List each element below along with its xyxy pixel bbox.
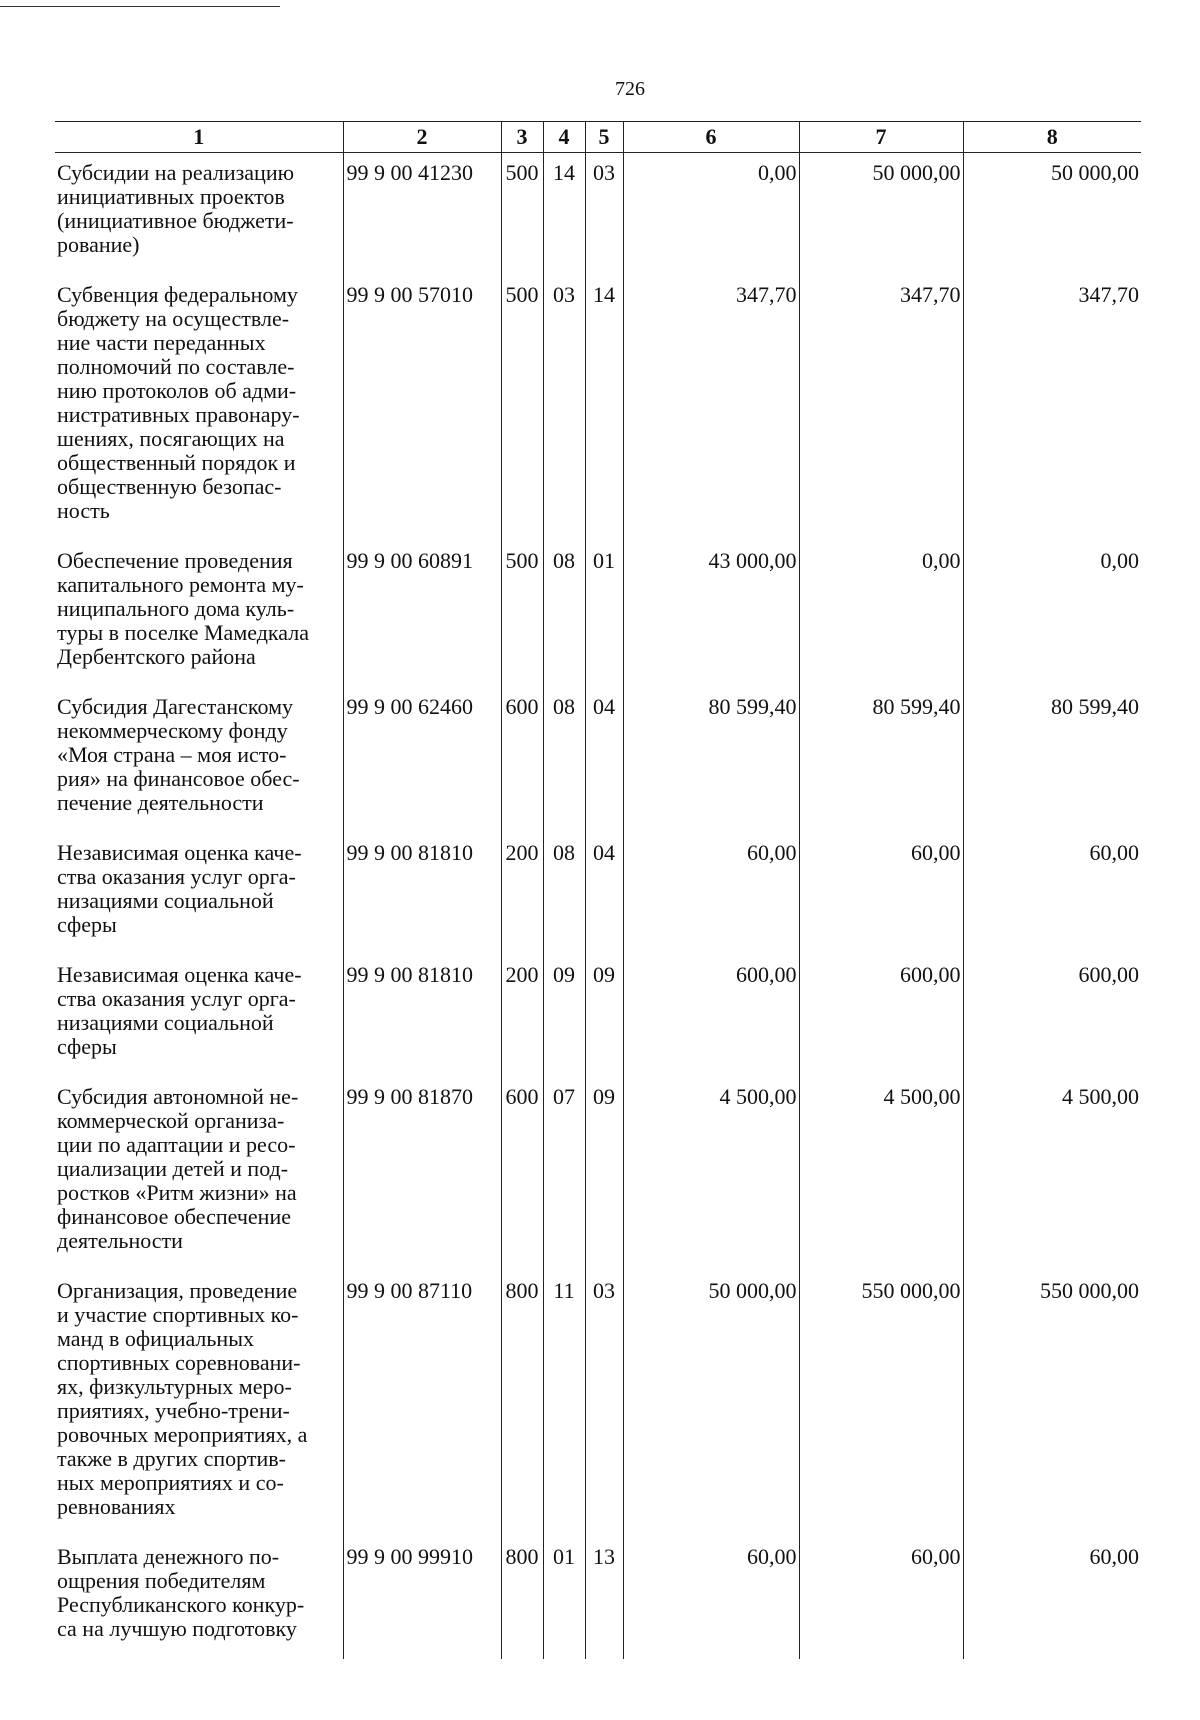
- row-code: 99 9 00 57010: [343, 275, 501, 541]
- row-amount-6: 0,00: [623, 153, 799, 276]
- table-row: [55, 955, 1141, 1077]
- row-col-5: 04: [585, 833, 623, 955]
- row-col-5: 01: [585, 541, 623, 687]
- description-line: рование): [57, 232, 140, 257]
- row-amount-6: 80 599,40: [623, 687, 799, 833]
- row-amount-8: 60,00: [963, 1537, 1141, 1659]
- header-col-1: 1: [55, 122, 343, 153]
- row-amount-7: 60,00: [799, 833, 963, 955]
- header-col-4: 4: [543, 122, 585, 153]
- row-description: [55, 833, 343, 955]
- row-amount-7: 550 000,00: [799, 1271, 963, 1537]
- table-row: [55, 153, 1141, 276]
- description-line: ных мероприятиях и со-: [57, 1470, 284, 1495]
- row-code: 99 9 00 41230: [343, 153, 501, 276]
- row-amount-7: 60,00: [799, 1537, 963, 1659]
- description-line: печение деятельности: [57, 790, 264, 815]
- header-col-5: 5: [585, 122, 623, 153]
- row-amount-7: 80 599,40: [799, 687, 963, 833]
- description-line: нию протоколов об адми-: [57, 378, 297, 403]
- table-header: [55, 122, 1141, 153]
- description-line: сферы: [57, 1034, 117, 1059]
- description-line: Независимая оценка каче-: [57, 962, 302, 987]
- row-col-4: 07: [543, 1077, 585, 1271]
- description-line: инициативных проектов: [57, 184, 285, 209]
- table-row: [55, 687, 1141, 833]
- description-line: са на лучшую подготовку: [57, 1616, 297, 1641]
- row-col-5: 13: [585, 1537, 623, 1659]
- row-col-5: 03: [585, 153, 623, 276]
- description-line: ровочных мероприятиях, а: [57, 1422, 308, 1447]
- table-row: [55, 541, 1141, 687]
- description-line: бюджету на осуществле-: [57, 306, 290, 331]
- row-code: 99 9 00 81870: [343, 1077, 501, 1271]
- row-col-3: 600: [501, 687, 543, 833]
- row-amount-6: 4 500,00: [623, 1077, 799, 1271]
- description-line: капитального ремонта му-: [57, 572, 304, 597]
- description-line: (инициативное бюджети-: [57, 208, 294, 233]
- row-amount-6: 347,70: [623, 275, 799, 541]
- row-amount-8: 50 000,00: [963, 153, 1141, 276]
- description-line: спортивных соревновани-: [57, 1350, 301, 1375]
- description-line: низациями социальной: [57, 888, 274, 913]
- row-code: 99 9 00 62460: [343, 687, 501, 833]
- row-col-4: 03: [543, 275, 585, 541]
- table-row: [55, 275, 1141, 541]
- row-amount-6: 60,00: [623, 833, 799, 955]
- row-amount-7: 50 000,00: [799, 153, 963, 276]
- row-col-4: 11: [543, 1271, 585, 1537]
- row-amount-8: 4 500,00: [963, 1077, 1141, 1271]
- description-line: низациями социальной: [57, 1010, 274, 1035]
- top-edge-rule: [0, 6, 280, 7]
- row-col-4: 01: [543, 1537, 585, 1659]
- budget-table-container: [55, 121, 1141, 1659]
- row-col-4: 08: [543, 541, 585, 687]
- description-line: также в других спортив-: [57, 1446, 286, 1471]
- description-line: Обеспечение проведения: [57, 548, 293, 573]
- table-row: [55, 1537, 1141, 1659]
- description-line: Выплата денежного по-: [57, 1544, 280, 1569]
- description-line: манд в официальных: [57, 1326, 254, 1351]
- row-col-3: 600: [501, 1077, 543, 1271]
- row-col-4: 08: [543, 833, 585, 955]
- description-line: ростков «Ритм жизни» на: [57, 1180, 297, 1205]
- description-line: ощрения победителям: [57, 1568, 266, 1593]
- row-col-3: 800: [501, 1537, 543, 1659]
- description-line: Субсидия автономной не-: [57, 1084, 299, 1109]
- description-line: Субвенция федеральному: [57, 282, 298, 307]
- description-line: Организация, проведение: [57, 1278, 298, 1303]
- row-col-3: 500: [501, 541, 543, 687]
- header-col-3: 3: [501, 122, 543, 153]
- row-col-5: 09: [585, 1077, 623, 1271]
- description-line: некоммерческому фонду: [57, 718, 288, 743]
- description-line: туры в поселке Мамедкала: [57, 620, 309, 645]
- description-line: циализации детей и под-: [57, 1156, 289, 1181]
- row-col-4: 08: [543, 687, 585, 833]
- row-amount-6: 60,00: [623, 1537, 799, 1659]
- description-line: ние части переданных: [57, 330, 266, 355]
- row-col-5: 14: [585, 275, 623, 541]
- description-line: Республиканского конкур-: [57, 1592, 305, 1617]
- page-number: 726: [615, 78, 645, 100]
- row-col-5: 04: [585, 687, 623, 833]
- row-description: [55, 541, 343, 687]
- row-amount-8: 347,70: [963, 275, 1141, 541]
- table-row: [55, 833, 1141, 955]
- row-code: 99 9 00 81810: [343, 833, 501, 955]
- row-description: [55, 687, 343, 833]
- description-line: Независимая оценка каче-: [57, 840, 302, 865]
- row-amount-6: 600,00: [623, 955, 799, 1077]
- row-code: 99 9 00 60891: [343, 541, 501, 687]
- description-line: полномочий по составле-: [57, 354, 295, 379]
- description-line: приятиях, учебно-трени-: [57, 1398, 290, 1423]
- description-line: ции по адаптации и ресо-: [57, 1132, 296, 1157]
- row-col-3: 500: [501, 275, 543, 541]
- description-line: ства оказания услуг орга-: [57, 864, 296, 889]
- table-row: [55, 1271, 1141, 1537]
- description-line: ях, физкультурных меро-: [57, 1374, 292, 1399]
- description-line: деятельности: [57, 1228, 183, 1253]
- row-amount-7: 4 500,00: [799, 1077, 963, 1271]
- row-description: [55, 955, 343, 1077]
- description-line: ниципального дома куль-: [57, 596, 295, 621]
- description-line: и участие спортивных ко-: [57, 1302, 299, 1327]
- row-amount-8: 600,00: [963, 955, 1141, 1077]
- row-amount-6: 43 000,00: [623, 541, 799, 687]
- description-line: финансовое обеспечение: [57, 1204, 291, 1229]
- row-col-4: 14: [543, 153, 585, 276]
- row-col-3: 500: [501, 153, 543, 276]
- description-line: шениях, посягающих на: [57, 426, 285, 451]
- row-code: 99 9 00 87110: [343, 1271, 501, 1537]
- row-description: [55, 275, 343, 541]
- description-line: нистративных правонару-: [57, 402, 300, 427]
- row-amount-8: 60,00: [963, 833, 1141, 955]
- row-description: [55, 1271, 343, 1537]
- header-col-8: 8: [963, 122, 1141, 153]
- row-amount-8: 550 000,00: [963, 1271, 1141, 1537]
- header-col-7: 7: [799, 122, 963, 153]
- description-line: сферы: [57, 912, 117, 937]
- row-col-3: 200: [501, 955, 543, 1077]
- header-col-6: 6: [623, 122, 799, 153]
- row-col-5: 09: [585, 955, 623, 1077]
- description-line: Дербентского района: [57, 644, 256, 669]
- table-body: [55, 153, 1141, 1660]
- row-amount-8: 0,00: [963, 541, 1141, 687]
- description-line: ревнованиях: [57, 1494, 176, 1519]
- description-line: ства оказания услуг орга-: [57, 986, 296, 1011]
- description-line: общественный порядок и: [57, 450, 296, 475]
- row-code: 99 9 00 81810: [343, 955, 501, 1077]
- table-row: [55, 1077, 1141, 1271]
- row-description: [55, 153, 343, 276]
- budget-table: [55, 121, 1141, 1659]
- description-line: «Моя страна – моя исто-: [57, 742, 287, 767]
- row-amount-7: 347,70: [799, 275, 963, 541]
- row-amount-8: 80 599,40: [963, 687, 1141, 833]
- header-col-2: 2: [343, 122, 501, 153]
- row-col-5: 03: [585, 1271, 623, 1537]
- row-code: 99 9 00 99910: [343, 1537, 501, 1659]
- header-row: [55, 122, 1141, 153]
- row-amount-6: 50 000,00: [623, 1271, 799, 1537]
- description-line: Субсидии на реализацию: [57, 160, 295, 185]
- description-line: коммерческой организа-: [57, 1108, 285, 1133]
- description-line: Субсидия Дагестанскому: [57, 694, 293, 719]
- row-col-4: 09: [543, 955, 585, 1077]
- description-line: общественную безопас-: [57, 474, 282, 499]
- row-amount-7: 0,00: [799, 541, 963, 687]
- row-col-3: 800: [501, 1271, 543, 1537]
- row-col-3: 200: [501, 833, 543, 955]
- description-line: ность: [57, 498, 110, 523]
- row-description: [55, 1077, 343, 1271]
- description-line: рия» на финансовое обес-: [57, 766, 300, 791]
- row-amount-7: 600,00: [799, 955, 963, 1077]
- row-description: [55, 1537, 343, 1659]
